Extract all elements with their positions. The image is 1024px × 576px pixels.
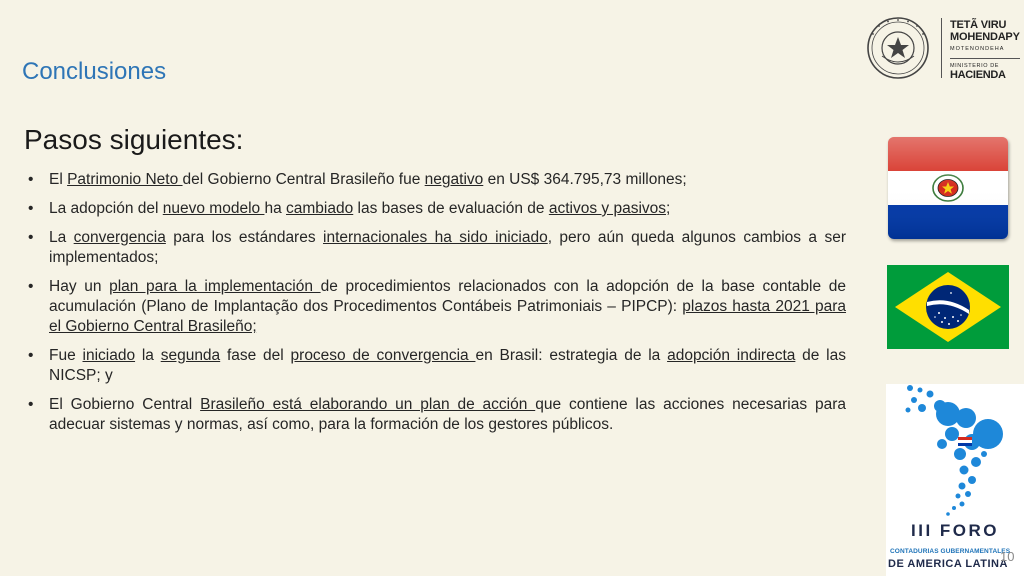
bullet-text: la [135, 347, 161, 364]
bullet-text: La adopción del [49, 200, 163, 217]
logo-line2: MOHENDAPY [950, 31, 1020, 43]
bullet-item [28, 346, 846, 386]
bullet-icon: • [28, 347, 34, 364]
bullet-text: La [49, 229, 74, 246]
underlined-text: Patrimonio Neto [67, 171, 183, 188]
underlined-text: convergencia [73, 229, 166, 246]
brazil-flag-icon [887, 265, 1009, 349]
bullet-text: del Gobierno Central Brasileño fue [182, 171, 425, 188]
bullet-text: para los estándares [165, 229, 323, 246]
bullet-text: Fue [49, 347, 83, 364]
forum-subtitle-2: DE AMERICA LATINA [888, 558, 1008, 570]
underlined-text: adopción indirecta [667, 347, 796, 364]
underlined-text: nuevo modelo [162, 200, 265, 217]
bullet-text: fase del [220, 347, 291, 364]
paraguay-mini-flag-icon [958, 437, 972, 446]
logo-rule [950, 58, 1020, 59]
forum-title: III FORO [911, 521, 999, 540]
bullet-text: El [49, 171, 68, 188]
forum-subtitle-1: CONTADURIAS GUBERNAMENTALES [890, 548, 1011, 555]
underlined-text: negativo [424, 171, 484, 188]
underlined-text: segunda [160, 347, 221, 364]
bullet-text: El Gobierno Central [49, 396, 201, 413]
ministry-logo [866, 14, 1024, 82]
bullet-item [28, 228, 846, 268]
bullet-icon: • [28, 171, 34, 188]
section-heading: Pasos siguientes: [24, 124, 244, 155]
bullet-item [28, 170, 846, 190]
logo-divider [941, 18, 942, 78]
bullet-icon: • [28, 229, 34, 246]
logo-line4: MINISTERIO DE [950, 62, 1000, 69]
underlined-text: internacionales ha sido iniciado [323, 229, 548, 246]
logo-line3: MOTENONDEHA [950, 46, 1005, 52]
underlined-text: plazos hasta 2021 para el Gobierno Central Brasileño; [49, 298, 847, 335]
bullet-text: que contiene las acciones necesarias para adecuar sistemas y normas, así como, para la formación de los gestores públicos. [49, 396, 846, 433]
logo-line1: TETÃ VIRU [950, 19, 1007, 31]
bullet-item [28, 199, 846, 219]
underlined-text: Brasileño está elaborando un plan de acción [200, 396, 536, 413]
underlined-text: iniciado [82, 347, 136, 364]
paraguay-flag-icon [888, 137, 1008, 239]
paraguay-seal-icon [866, 16, 930, 80]
bullet-icon: • [28, 200, 34, 217]
bullet-icon: • [28, 396, 34, 413]
underlined-text: plan para la implementación [109, 278, 321, 295]
bullet-text: Hay un [49, 278, 110, 295]
steps-list [28, 170, 846, 444]
bullet-item [28, 277, 846, 337]
underlined-text: activos y pasivos [548, 200, 667, 217]
page-number: 10 [1000, 549, 1015, 564]
forum-map-icon [886, 384, 1024, 519]
header-title: Conclusiones [22, 58, 167, 85]
bullet-text: en US$ 364.795,73 millones; [483, 171, 687, 188]
bullet-text: de procedimientos relacionados con la adopción de la base contable de acumulación (Plano de Implantação dos Procedimentos Contábeis Patrimoniais – PIPCP): [49, 278, 846, 315]
bullet-text: , pero aún queda algunos cambios a ser implementados; [49, 229, 846, 266]
ministry-name [950, 20, 1020, 81]
bullet-icon: • [28, 278, 34, 295]
underlined-text: proceso de convergencia [290, 347, 476, 364]
bullet-text: de las NICSP; y [49, 347, 846, 384]
forum-logo-icon [886, 384, 1024, 576]
underlined-text: cambiado [286, 200, 354, 217]
bullet-text: ha [264, 200, 287, 217]
bullet-item [28, 395, 846, 435]
bullet-text: las bases de evaluación de [353, 200, 549, 217]
logo-line5: HACIENDA [950, 69, 1006, 81]
bullet-text: ; [666, 200, 671, 217]
bullet-text: en Brasil: estrategia de la [475, 347, 668, 364]
